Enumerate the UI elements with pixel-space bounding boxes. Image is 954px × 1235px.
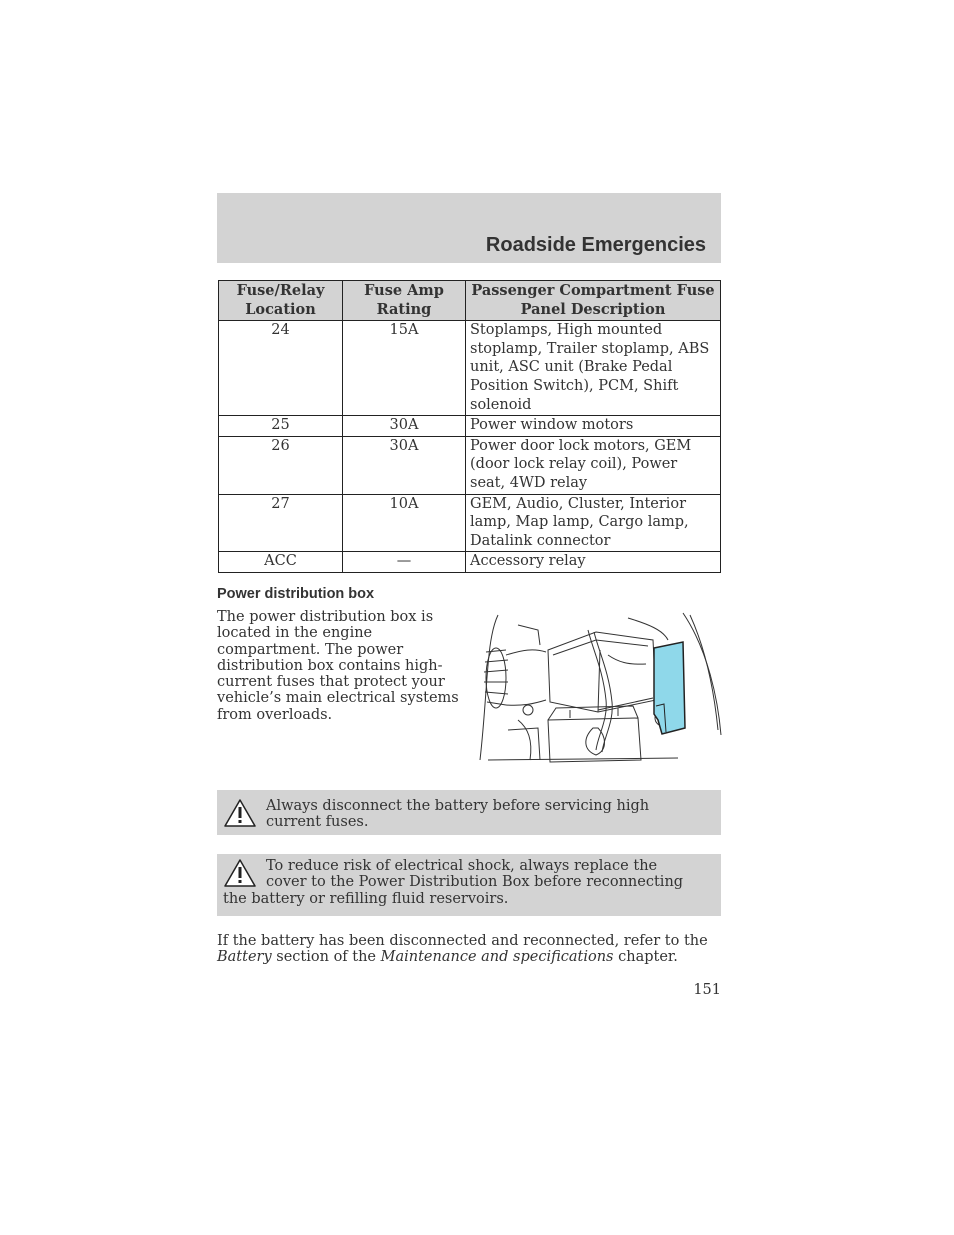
table-header-row — [219, 281, 721, 321]
fuse-amp: 10A — [343, 494, 466, 552]
column-header-location: Fuse/Relay Location — [219, 281, 343, 321]
table-row — [219, 436, 721, 494]
fuse-location: 25 — [219, 416, 343, 437]
fuse-description: GEM, Audio, Cluster, Interior lamp, Map lamp, Cargo lamp, Datalink connector — [466, 494, 721, 552]
fuse-description: Accessory relay — [466, 552, 721, 573]
fuse-table — [218, 280, 721, 573]
warning-triangle-icon — [223, 858, 257, 888]
note-text-end: chapter. — [613, 949, 678, 966]
fuse-amp: 30A — [343, 436, 466, 494]
warning-text: To reduce risk of electrical shock, always replace the cover to the Power Distribution Box before reconnecting the battery or refilling fluid reservoirs. — [223, 858, 684, 907]
table-row — [219, 552, 721, 573]
column-header-description: Passenger Compartment Fuse Panel Description — [466, 281, 721, 321]
fuse-location: 26 — [219, 436, 343, 494]
page-number: 151 — [693, 982, 721, 998]
table-row — [219, 416, 721, 437]
chapter-reference: Maintenance and specifications — [380, 949, 614, 966]
warning-box-shock — [217, 854, 721, 916]
fuse-description: Power door lock motors, GEM (door lock relay coil), Power seat, 4WD relay — [466, 436, 721, 494]
fuse-amp: 30A — [343, 416, 466, 437]
section-header-band — [217, 193, 721, 263]
power-distribution-paragraph: The power distribution box is located in the engine compartment. The power distribution box contains high-current fuses that protect your vehicle’s main electrical systems from overloads. — [217, 609, 459, 723]
fuse-location: ACC — [219, 552, 343, 573]
fuse-description: Stoplamps, High mounted stoplamp, Trailer stoplamp, ABS unit, ASC unit (Brake Pedal Position Switch), PCM, Shift solenoid — [466, 321, 721, 416]
power-distribution-heading: Power distribution box — [217, 586, 375, 602]
engine-compartment-illustration — [478, 610, 722, 775]
battery-section-reference: Battery — [217, 949, 272, 966]
power-distribution-box-highlight — [654, 642, 685, 734]
battery-reconnect-note — [217, 933, 721, 966]
note-text-middle: section of the — [271, 949, 381, 966]
warning-triangle-icon — [223, 798, 257, 828]
note-text-start: If the battery has been disconnected and reconnected, refer to the — [217, 933, 708, 949]
table-row — [219, 321, 721, 416]
fuse-amp: 15A — [343, 321, 466, 416]
warning-text: Always disconnect the battery before servicing high current fuses. — [266, 798, 650, 831]
fuse-description: Power window motors — [466, 416, 721, 437]
fuse-amp: — — [343, 552, 466, 573]
column-header-amp-rating: Fuse Amp Rating — [343, 281, 466, 321]
section-title: Roadside Emergencies — [485, 234, 706, 256]
fuse-location: 27 — [219, 494, 343, 552]
fuse-location: 24 — [219, 321, 343, 416]
warning-box-battery — [217, 790, 721, 835]
table-row — [219, 494, 721, 552]
